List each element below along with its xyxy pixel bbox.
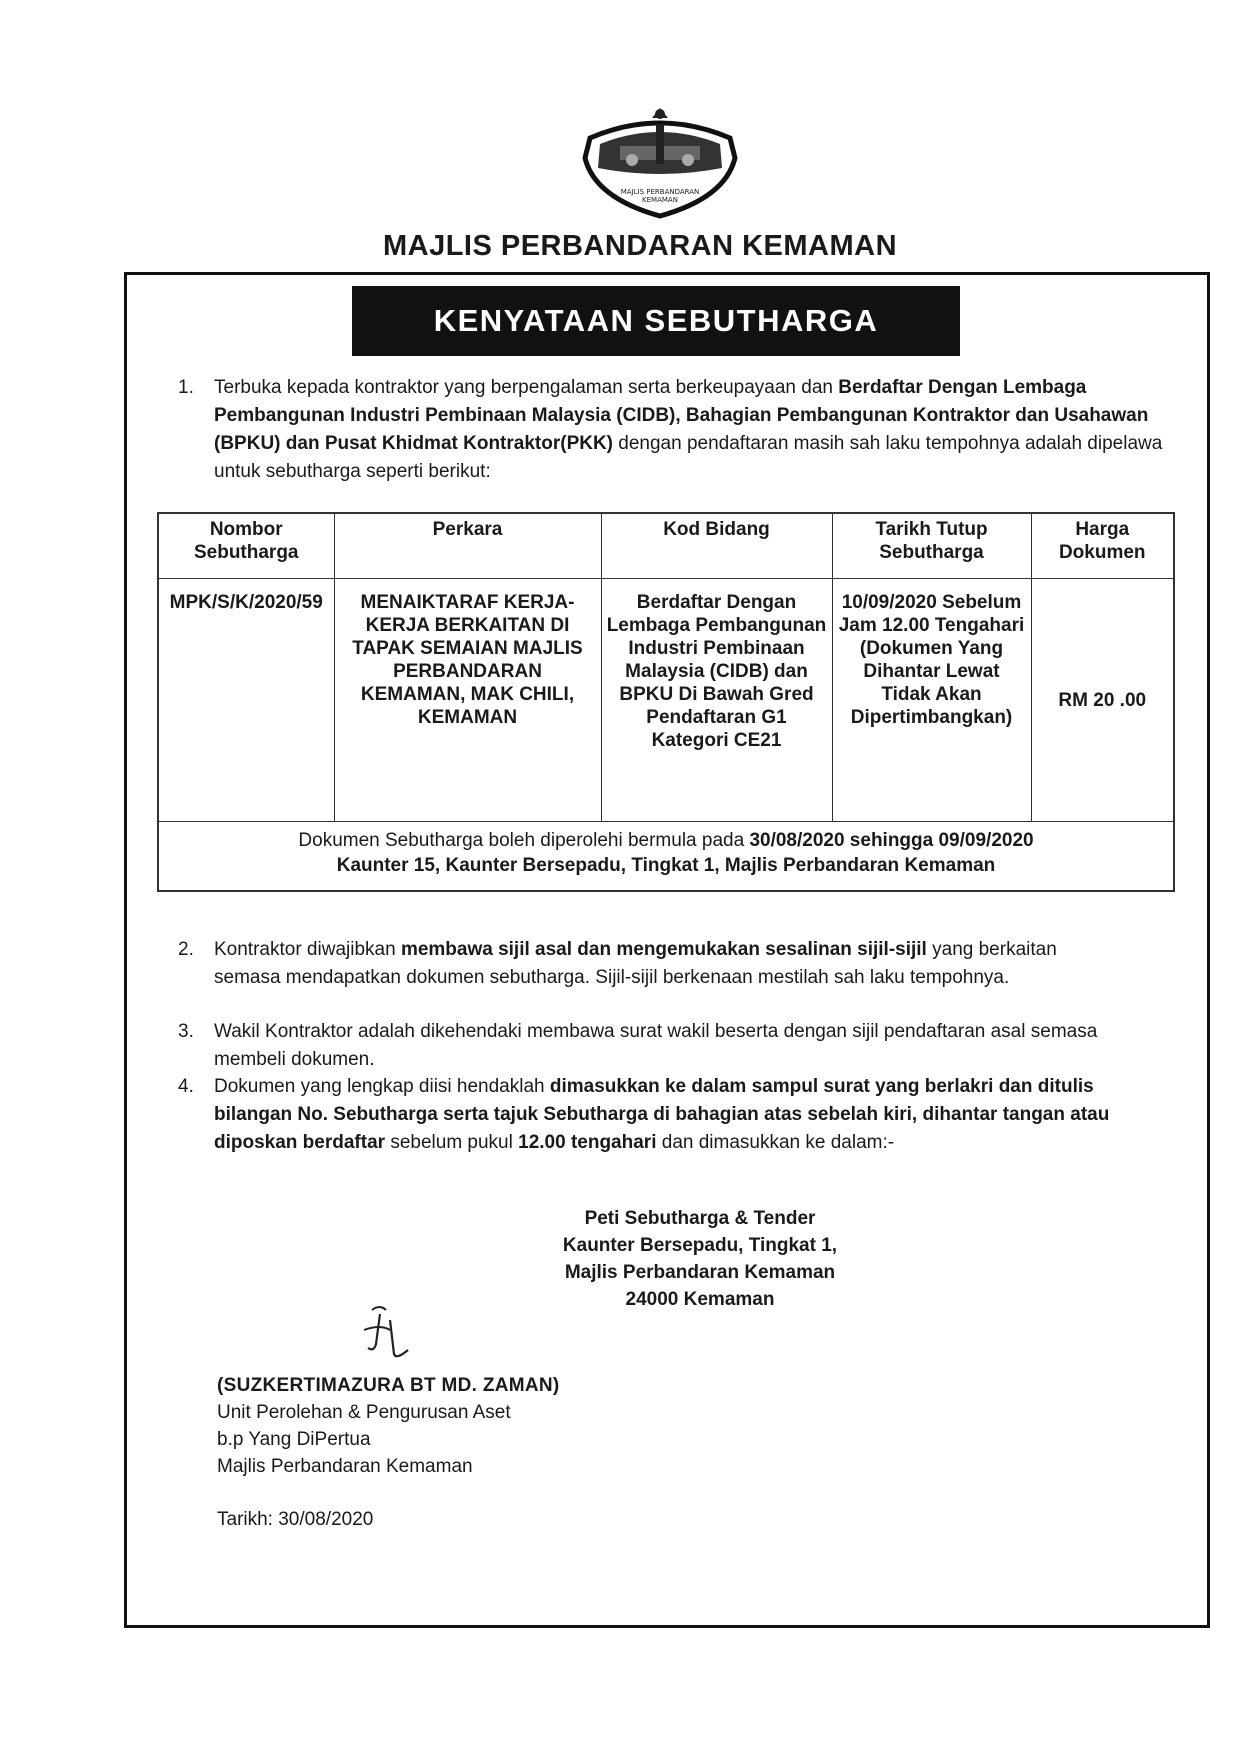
col-header-harga: Harga Dokumen (1031, 514, 1173, 579)
cell-tarikh: 10/09/2020 Sebelum Jam 12.00 Tengahari (Dokumen Yang Dihantar Lewat Tidak Akan Dipertimbangkan) (832, 579, 1031, 822)
footer-line-2: Kaunter 15, Kaunter Bersepadu, Tingkat 1, Majlis Perbandaran Kemaman (336, 855, 996, 876)
paragraph-bold-text: dimasukkan ke dalam sampul surat yang berlakri dan ditulis bilangan No. Sebutharga serta tajuk Sebutharga di bahagian atas sebelah kiri, dihantar tangan atau diposkan berdaftar (214, 1076, 1110, 1153)
table-row (159, 579, 1173, 822)
paragraph-text: Wakil Kontraktor adalah dikehendaki membawa surat wakil beserta dengan sijil pendaftaran asal semasa membeli dokumen. (214, 1021, 1098, 1070)
org-title: MAJLIS PERBANDARAN KEMAMAN (382, 230, 898, 262)
paragraph-bold-text: membawa sijil asal dan mengemukakan sesalinan sijil-sijil (400, 939, 927, 960)
signer-name: (SUZKERTIMAZURA BT MD. ZAMAN) (217, 1375, 560, 1396)
table-footer (159, 812, 1173, 878)
paragraph-text: Kontraktor diwajibkan (214, 939, 401, 960)
col-header-kod: Kod Bidang (601, 514, 832, 579)
paragraph-text: Terbuka kepada kontraktor yang berpengalaman serta berkeupayaan dan (214, 377, 839, 398)
submission-address (530, 1205, 870, 1313)
notice-banner: KENYATAAN SEBUTHARGA (352, 286, 960, 356)
paragraph-text: dan dimasukkan ke dalam:- (656, 1132, 895, 1153)
paragraph-text: sebelum pukul (385, 1132, 519, 1153)
address-line: Majlis Perbandaran Kemaman (564, 1262, 836, 1283)
paragraph-number: 2. (178, 939, 194, 960)
signer-unit: Unit Perolehan & Pengurusan Aset (217, 1402, 511, 1423)
col-header-tarikh: Tarikh Tutup Sebutharga (832, 514, 1031, 579)
paragraph-text: yang berkaitan semasa mendapatkan dokumen sebutharga. Sijil-sijil berkenaan mestilah sah laku tempohnya. (214, 939, 1057, 988)
paragraph-number: 1. (178, 377, 194, 398)
document-date: Tarikh: 30/08/2020 (217, 1509, 374, 1530)
svg-text:KEMAMAN: KEMAMAN (642, 196, 678, 204)
paragraph-text: dengan pendaftaran masih sah laku tempohnya adalah dipelawa untuk sebutharga seperti berikut: (214, 433, 1163, 482)
signer-bp: b.p Yang DiPertua (217, 1429, 371, 1450)
paragraph-bold-text: 12.00 tengahari (518, 1132, 657, 1153)
paragraph-1 (178, 374, 1164, 486)
address-line: Peti Sebutharga & Tender (584, 1208, 816, 1229)
cell-harga: RM 20 .00 (1031, 579, 1173, 822)
svg-text:MAJLIS PERBANDARAN: MAJLIS PERBANDARAN (620, 188, 700, 196)
col-header-nombor: Nombor Sebutharga (159, 514, 334, 579)
col-header-perkara: Perkara (334, 514, 601, 579)
address-line: Kaunter Bersepadu, Tingkat 1, (562, 1235, 838, 1256)
footer-dates: 30/08/2020 sehingga 09/09/2020 (749, 830, 1034, 851)
signer-org: Majlis Perbandaran Kemaman (217, 1456, 473, 1477)
quotation-table (157, 512, 1175, 892)
council-logo (560, 98, 760, 223)
paragraph-number: 3. (178, 1021, 194, 1042)
paragraph-4 (178, 1073, 1114, 1157)
paragraph-bold-text: Berdaftar Dengan Lembaga Pembangunan Industri Pembinaan Malaysia (CIDB), Bahagian Pembangunan Kontraktor dan Usahawan (BPKU) dan Pusat Khidmat Kontraktor(PKK) (214, 377, 1149, 454)
cell-nombor: MPK/S/K/2020/59 (159, 579, 334, 822)
cell-perkara: MENAIKTARAF KERJA-KERJA BERKAITAN DI TAPAK SEMAIAN MAJLIS PERBANDARAN KEMAMAN, MAK CHILI, KEMAMAN (334, 579, 601, 822)
table-header-row (159, 514, 1173, 579)
paragraph-3 (178, 1018, 1114, 1074)
paragraph-2 (178, 936, 1094, 992)
paragraph-number: 4. (178, 1076, 194, 1097)
handwritten-signature (350, 1300, 440, 1370)
address-line: 24000 Kemaman (625, 1289, 775, 1310)
signer-block (217, 1372, 560, 1480)
footer-text: Dokumen Sebutharga boleh diperolehi bermula pada (298, 830, 750, 851)
paragraph-text: Dokumen yang lengkap diisi hendaklah (214, 1076, 550, 1097)
cell-kod: Berdaftar Dengan Lembaga Pembangunan Industri Pembinaan Malaysia (CIDB) dan BPKU Di Bawah Gred Pendaftaran G1 Kategori CE21 (601, 579, 832, 822)
footer-line-1 (159, 828, 1173, 853)
